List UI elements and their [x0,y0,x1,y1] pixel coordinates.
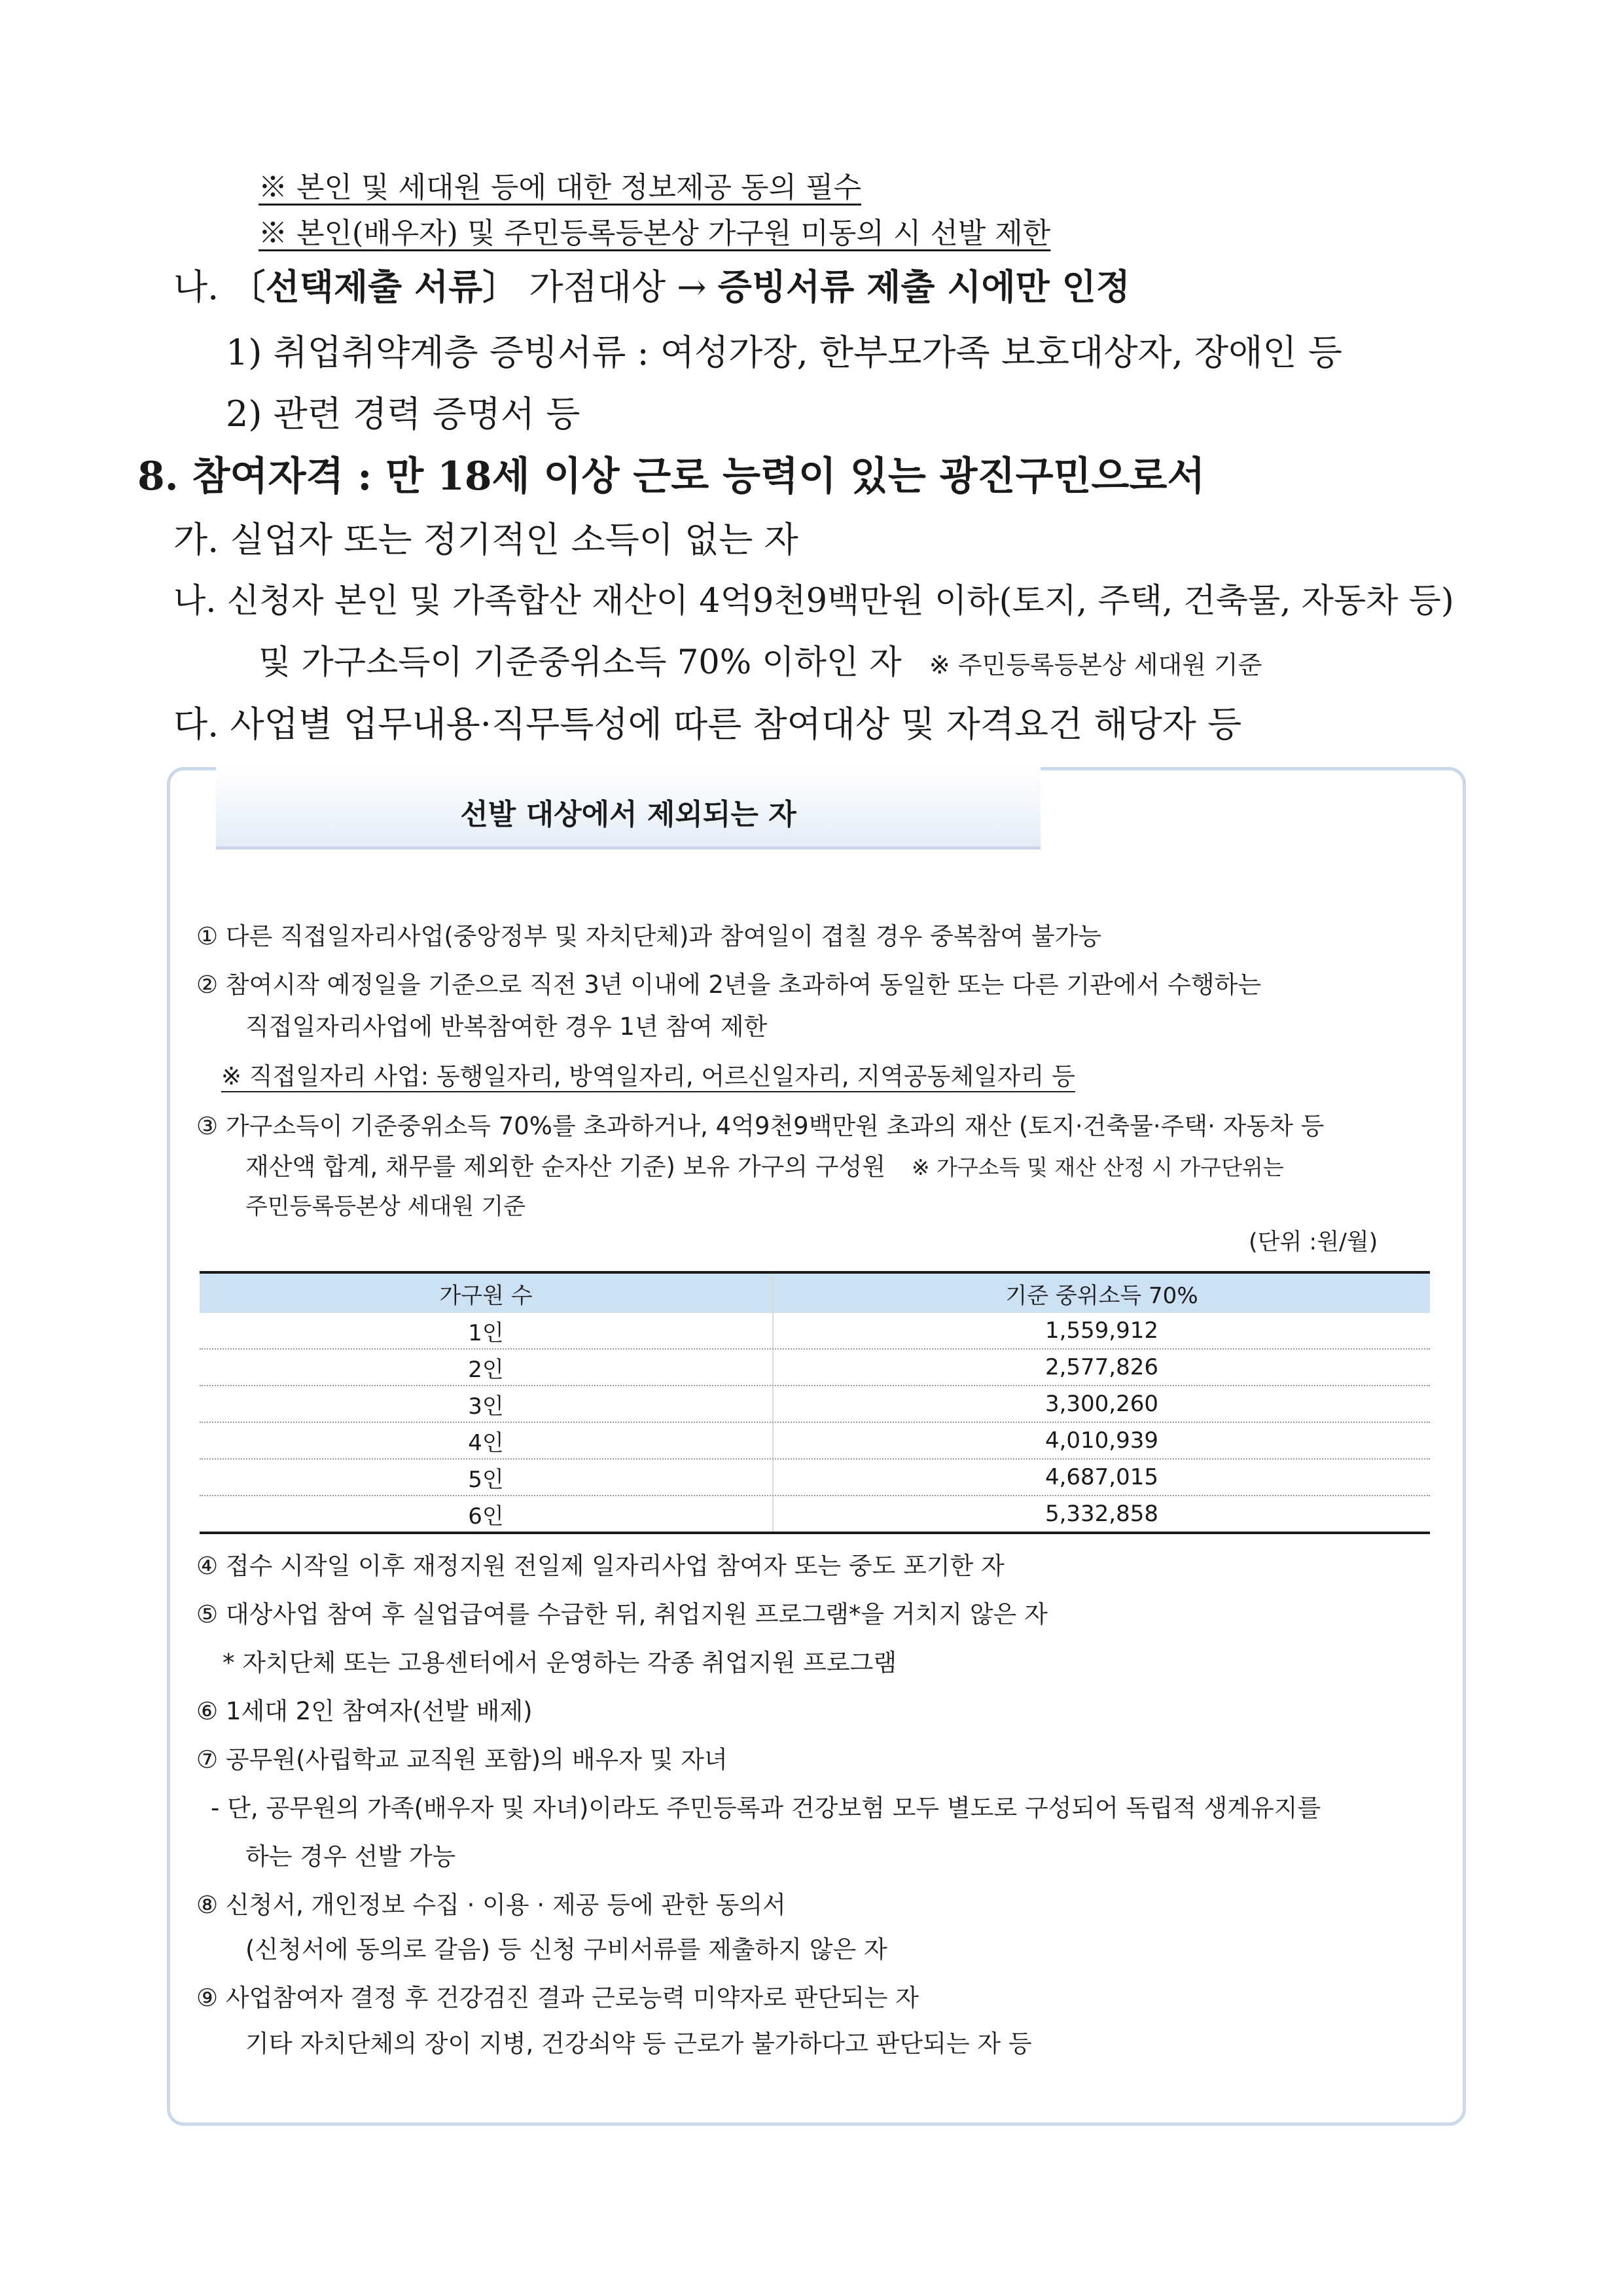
table-unit: (단위 :원/월) [1249,1229,1378,1255]
exclusion-item-4: ④ 접수 시작일 이후 재정지원 전일제 일자리사업 참여자 또는 중도 포기한 자 [196,1552,1005,1580]
optional-docs-prefix: 나. [173,266,230,308]
table-row [200,1313,1430,1350]
table-row [200,1350,1430,1386]
optional-docs-emphasis: 증빙서류 제출 시에만 인정 [717,266,1130,308]
consent-note-2: ※ 본인(배우자) 및 주민등록등본상 가구원 미동의 시 선발 제한 [259,217,1051,250]
optional-docs-item-2: 2) 관련 경력 증명서 등 [226,393,580,435]
table-row [200,1496,1430,1532]
eligibility-na-line-2 [259,635,1262,683]
exclusion-item-2-line-1: ② 참여시작 예정일을 기준으로 직전 3년 이내에 2년을 초과하여 동일한 또는 다른 기관에서 수행하는 [196,971,1262,999]
consent-note-1: ※ 본인 및 세대원 등에 대한 정보제공 동의 필수 [259,171,861,204]
optional-docs-rest: 가점대상 → [518,266,718,308]
exclusion-item-3-line-3: 주민등록등본상 세대원 기준 [245,1194,526,1220]
eligibility-na-line-1: 나. 신청자 본인 및 가족합산 재산이 4억9천9백만원 이하(토지, 주택, 건축물, 자동차 등) [173,582,1454,620]
exclusion-item-7-detail-2: 하는 경우 선발 가능 [245,1842,456,1871]
household-size: 4인 [200,1423,774,1458]
household-size: 6인 [200,1496,774,1532]
exclusion-item-7: ⑦ 공무원(사립학교 교직원 포함)의 배우자 및 자녀 [196,1746,728,1774]
income-table [200,1271,1430,1534]
income-value: 1,559,912 [1044,1318,1159,1344]
income-value: 5,332,858 [1044,1501,1159,1527]
household-size: 2인 [200,1350,774,1385]
table-header-income: 기준 중위소득 70% [1005,1282,1198,1309]
income-value: 3,300,260 [1044,1391,1159,1417]
exclusion-item-3-text: 재산액 합계, 채무를 제외한 순자산 기준) 보유 가구의 구성원 [245,1153,886,1181]
optional-docs-heading [173,259,1130,310]
exclusion-item-9-line-2: 기타 자치단체의 장이 지병, 건강쇠약 등 근로가 불가하다고 판단되는 자 등 [245,2030,1032,2058]
exclusion-item-9-line-1: ⑨ 사업참여자 결정 후 건강검진 결과 근로능력 미약자로 판단되는 자 [196,1984,919,2012]
exclusion-item-1: ① 다른 직접일자리사업(중앙정부 및 자치단체)과 참여일이 겹칠 경우 중복참여 불가능 [196,922,1102,950]
optional-docs-item-1: 1) 취업취약계층 증빙서류 : 여성가장, 한부모가족 보호대상자, 장애인 등 [226,332,1342,373]
eligibility-ga: 가. 실업자 또는 정기적인 소득이 없는 자 [173,519,798,560]
exclusion-item-6: ⑥ 1세대 2인 참여자(선발 배제) [196,1697,533,1725]
table-row [200,1386,1430,1423]
income-value: 2,577,826 [1044,1354,1159,1380]
exclusion-item-3-note: ※ 가구소득 및 재산 산정 시 가구단위는 [911,1155,1284,1180]
exclusion-item-7-detail-1: - 단, 공무원의 가족(배우자 및 자녀)이라도 주민등록과 건강보험 모두 별도로 구성되어 독립적 생계유지를 [211,1794,1321,1822]
exclusion-item-2-note: ※ 직접일자리 사업: 동행일자리, 방역일자리, 어르신일자리, 지역공동체일자리 등 [221,1062,1075,1090]
eligibility-na-note: ※ 주민등록등본상 세대원 기준 [929,651,1262,679]
eligibility-da: 다. 사업별 업무내용·직무특성에 따른 참여대상 및 자격요건 해당자 등 [173,704,1242,745]
exclusion-item-5-note: * 자치단체 또는 고용센터에서 운영하는 각종 취업지원 프로그램 [223,1649,897,1677]
household-size: 1인 [200,1313,774,1348]
table-bottom-rule [200,1532,1430,1534]
table-header-row [200,1274,1430,1313]
exclusion-item-5: ⑤ 대상사업 참여 후 실업급여를 수급한 뒤, 취업지원 프로그램*을 거치지 않은 자 [196,1600,1048,1628]
exclusion-item-3-line-1: ③ 가구소득이 기준중위소득 70%를 초과하거나, 4억9천9백만원 초과의 재산 (토지·건축물·주택· 자동차 등 [196,1112,1325,1140]
income-value: 4,010,939 [1044,1427,1159,1454]
exclusion-item-8-line-1: ⑧ 신청서, 개인정보 수집 · 이용 · 제공 등에 관한 동의서 [196,1891,786,1919]
household-size: 3인 [200,1386,774,1422]
table-row [200,1423,1430,1460]
table-header-household: 가구원 수 [200,1274,774,1313]
exclusion-item-3-line-2 [245,1147,1284,1182]
section-8-heading: 8. 참여자격 : 만 18세 이상 근로 능력이 있는 광진구민으로서 [137,454,1205,499]
household-size: 5인 [200,1460,774,1495]
exclusion-box-title: 선발 대상에서 제외되는 자 [460,798,796,831]
eligibility-na-text: 및 가구소득이 기준중위소득 70% 이하인 자 [259,643,902,682]
exclusion-item-8-line-2: (신청서에 동의로 갈음) 등 신청 구비서류를 제출하지 않은 자 [245,1935,887,1964]
income-value: 4,687,015 [1044,1464,1159,1490]
table-row [200,1460,1430,1496]
optional-docs-label: 〔선택제출 서류〕 [230,266,518,308]
exclusion-box-tab [216,767,1041,850]
exclusion-item-2-line-2: 직접일자리사업에 반복참여한 경우 1년 참여 제한 [245,1013,768,1041]
